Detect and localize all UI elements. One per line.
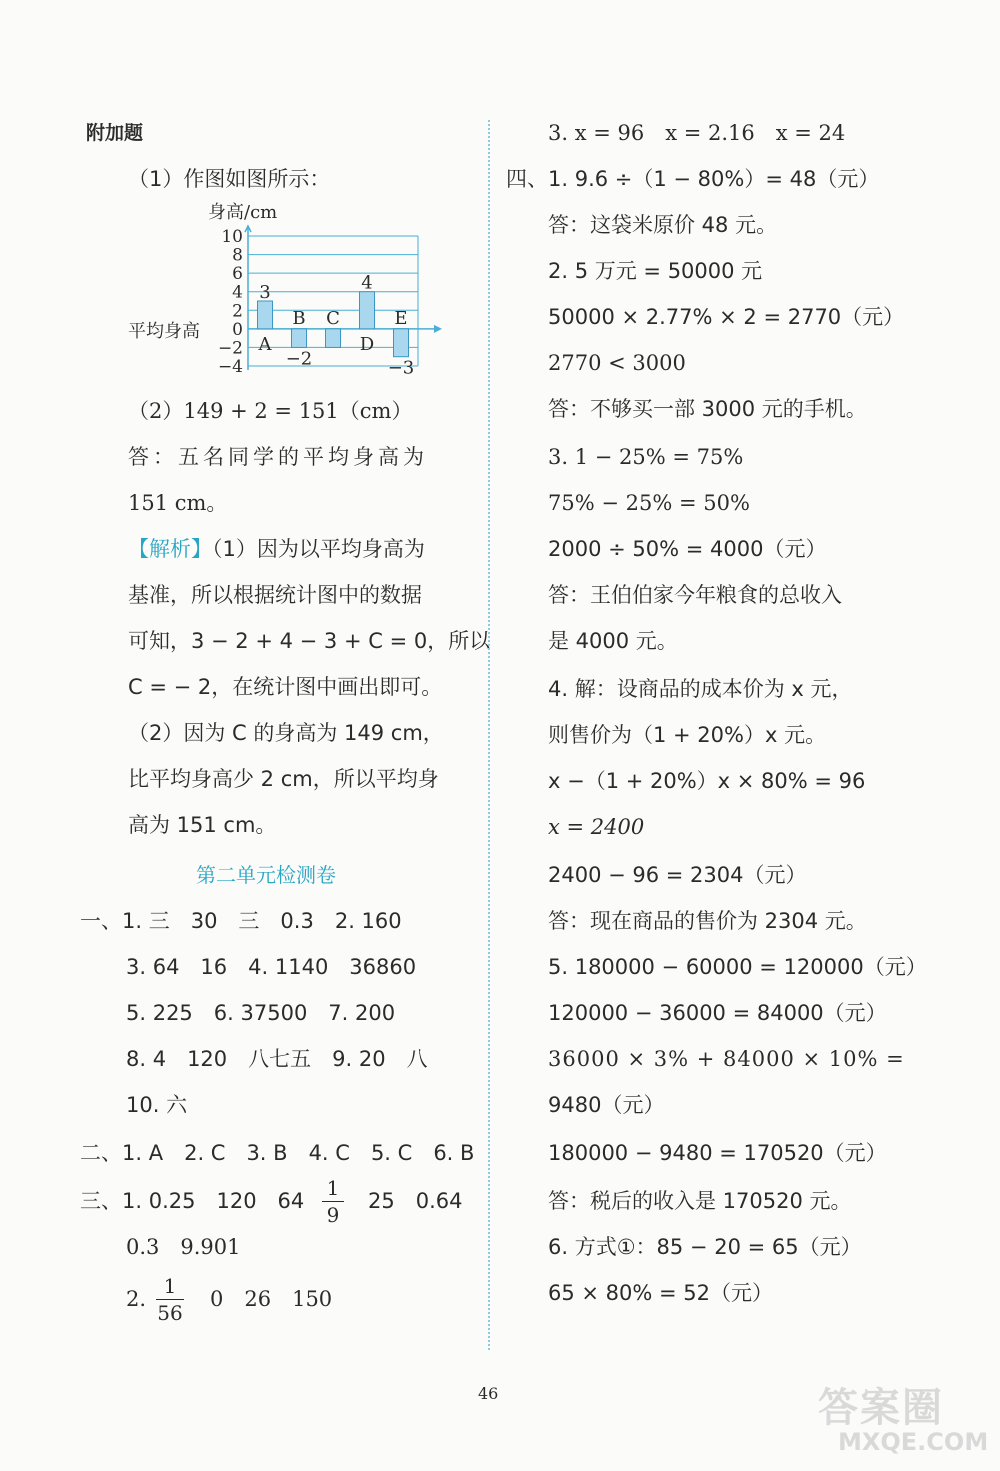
watermark-url: MXQE.COM bbox=[838, 1428, 989, 1456]
category-label: A bbox=[258, 333, 272, 355]
right-line-15: x −（1 + 20%）x × 80% = 96 bbox=[548, 769, 866, 793]
bar-A bbox=[258, 301, 273, 329]
bar-B bbox=[292, 329, 307, 348]
analysis-line-6: 比平均身高少 2 cm，所以平均身 bbox=[128, 767, 439, 791]
analysis-tag: 【解析】 bbox=[128, 537, 212, 561]
answer-line-1: 答：五名同学的平均身高为 bbox=[128, 445, 428, 469]
right-line-25: 6. 方式①：85 − 20 = 65（元） bbox=[548, 1235, 862, 1259]
chart-left-label: 平均身高 bbox=[128, 321, 200, 342]
section1-line-3: 5. 225 6. 37500 7. 200 bbox=[126, 1001, 396, 1025]
y-tick-label: 10 bbox=[221, 227, 243, 247]
unit-test-title: 第二单元检测卷 bbox=[196, 863, 336, 887]
bar-C bbox=[326, 329, 341, 348]
y-tick-label: −2 bbox=[217, 338, 243, 359]
right-line-9: 75% − 25% = 50% bbox=[548, 491, 750, 515]
y-tick-label: 8 bbox=[232, 245, 243, 266]
section1-line-2: 3. 64 16 4. 1140 36860 bbox=[126, 955, 417, 979]
y-tick-label: 6 bbox=[232, 264, 243, 285]
right-line-11: 答：王伯伯家今年粮食的总收入 bbox=[548, 583, 842, 607]
right-line-21: 36000 × 3% + 84000 × 10% = bbox=[548, 1047, 905, 1071]
analysis-line-5: （2）因为 C 的身高为 149 cm， bbox=[128, 721, 444, 745]
height-bar-chart bbox=[122, 196, 462, 386]
answer-line-2: 151 cm。 bbox=[128, 491, 228, 515]
category-label: B bbox=[292, 307, 306, 329]
bar-E bbox=[394, 329, 409, 357]
analysis-line-2: 基准，所以根据统计图中的数据 bbox=[128, 583, 422, 607]
analysis-line-7: 高为 151 cm。 bbox=[128, 813, 277, 837]
y-tick-label: 2 bbox=[232, 301, 243, 322]
bar-D bbox=[360, 292, 375, 329]
right-line-3: 答：这袋米原价 48 元。 bbox=[548, 213, 778, 237]
page-number: 46 bbox=[478, 1384, 499, 1403]
data-label: −3 bbox=[387, 357, 415, 379]
fraction-one-ninth bbox=[322, 1176, 344, 1227]
part1-heading: （1）作图如图所示： bbox=[128, 167, 331, 191]
right-line-24: 答：税后的收入是 170520 元。 bbox=[548, 1189, 852, 1213]
fraction-numerator: 1 bbox=[163, 1274, 177, 1298]
right-line-26: 65 × 80% = 52（元） bbox=[548, 1281, 774, 1305]
right-line-1: 3. x = 96 x = 2.16 x = 24 bbox=[548, 121, 846, 145]
x-axis-arrow bbox=[434, 325, 442, 333]
section3-line-1a: 三、1. 0.25 120 64 bbox=[80, 1189, 305, 1213]
fraction-denominator: 9 bbox=[326, 1203, 340, 1227]
y-tick-label: −4 bbox=[217, 357, 243, 377]
section2-line: 二、1. A 2. C 3. B 4. C 5. C 6. B bbox=[80, 1141, 475, 1165]
right-line-10: 2000 ÷ 50% = 4000（元） bbox=[548, 537, 827, 561]
analysis-line-1: （1）因为以平均身高为 bbox=[212, 537, 425, 561]
section3-line-2: 0.3 9.901 bbox=[126, 1235, 241, 1259]
analysis-line-3: 可知，3 − 2 + 4 − 3 + C = 0，所以 bbox=[128, 629, 491, 653]
right-line-8: 3. 1 − 25% = 75% bbox=[548, 445, 744, 469]
y-tick-label: 0 bbox=[232, 319, 243, 340]
data-label: 4 bbox=[361, 272, 373, 294]
column-divider bbox=[488, 120, 490, 1350]
y-tick-label: 4 bbox=[232, 282, 243, 303]
category-label: E bbox=[394, 307, 408, 329]
section3-line-3a: 2. bbox=[126, 1287, 147, 1311]
fraction-denominator: 56 bbox=[157, 1301, 183, 1325]
right-line-22: 9480（元） bbox=[548, 1093, 665, 1117]
section3-line-1b: 25 0.64 bbox=[368, 1189, 463, 1213]
right-line-23: 180000 − 9480 = 170520（元） bbox=[548, 1141, 887, 1165]
right-line-6: 2770 < 3000 bbox=[548, 351, 686, 375]
data-label: 3 bbox=[259, 282, 271, 303]
chart-ylabel: 身高/cm bbox=[208, 202, 278, 223]
section1-line-1: 一、1. 三 30 三 0.3 2. 160 bbox=[80, 909, 402, 933]
right-line-2: 四、1. 9.6 ÷（1 − 80%）= 48（元） bbox=[506, 167, 880, 191]
right-line-14: 则售价为（1 + 20%）x 元。 bbox=[548, 723, 827, 747]
right-line-18: 答：现在商品的售价为 2304 元。 bbox=[548, 909, 867, 933]
analysis-line-4: C = − 2，在统计图中画出即可。 bbox=[128, 675, 443, 699]
data-label: −2 bbox=[285, 348, 313, 370]
section1-line-4: 8. 4 120 八七五 9. 20 八 bbox=[126, 1047, 428, 1071]
right-line-5: 50000 × 2.77% × 2 = 2770（元） bbox=[548, 305, 905, 329]
section3-line-3b: 0 26 150 bbox=[210, 1287, 333, 1311]
category-label: D bbox=[359, 333, 375, 355]
right-line-4: 2. 5 万元 = 50000 元 bbox=[548, 259, 763, 283]
category-label: C bbox=[326, 307, 340, 329]
right-line-12: 是 4000 元。 bbox=[548, 629, 678, 653]
right-line-17: 2400 − 96 = 2304（元） bbox=[548, 863, 807, 887]
section1-line-5: 10. 六 bbox=[126, 1093, 188, 1117]
right-line-13: 4. 解：设商品的成本价为 x 元， bbox=[548, 677, 853, 701]
watermark-logo: 答案圈 bbox=[818, 1385, 944, 1431]
right-line-19: 5. 180000 − 60000 = 120000（元） bbox=[548, 955, 927, 979]
part2-calc: （2）149 + 2 = 151（cm） bbox=[128, 399, 413, 423]
right-line-7: 答：不够买一部 3000 元的手机。 bbox=[548, 397, 867, 421]
fraction-one-fiftysixth bbox=[156, 1274, 184, 1325]
right-line-16: x = 2400 bbox=[548, 815, 645, 839]
right-line-20: 120000 − 36000 = 84000（元） bbox=[548, 1001, 887, 1025]
extra-question-title: 附加题 bbox=[86, 122, 144, 144]
fraction-numerator: 1 bbox=[326, 1176, 340, 1200]
